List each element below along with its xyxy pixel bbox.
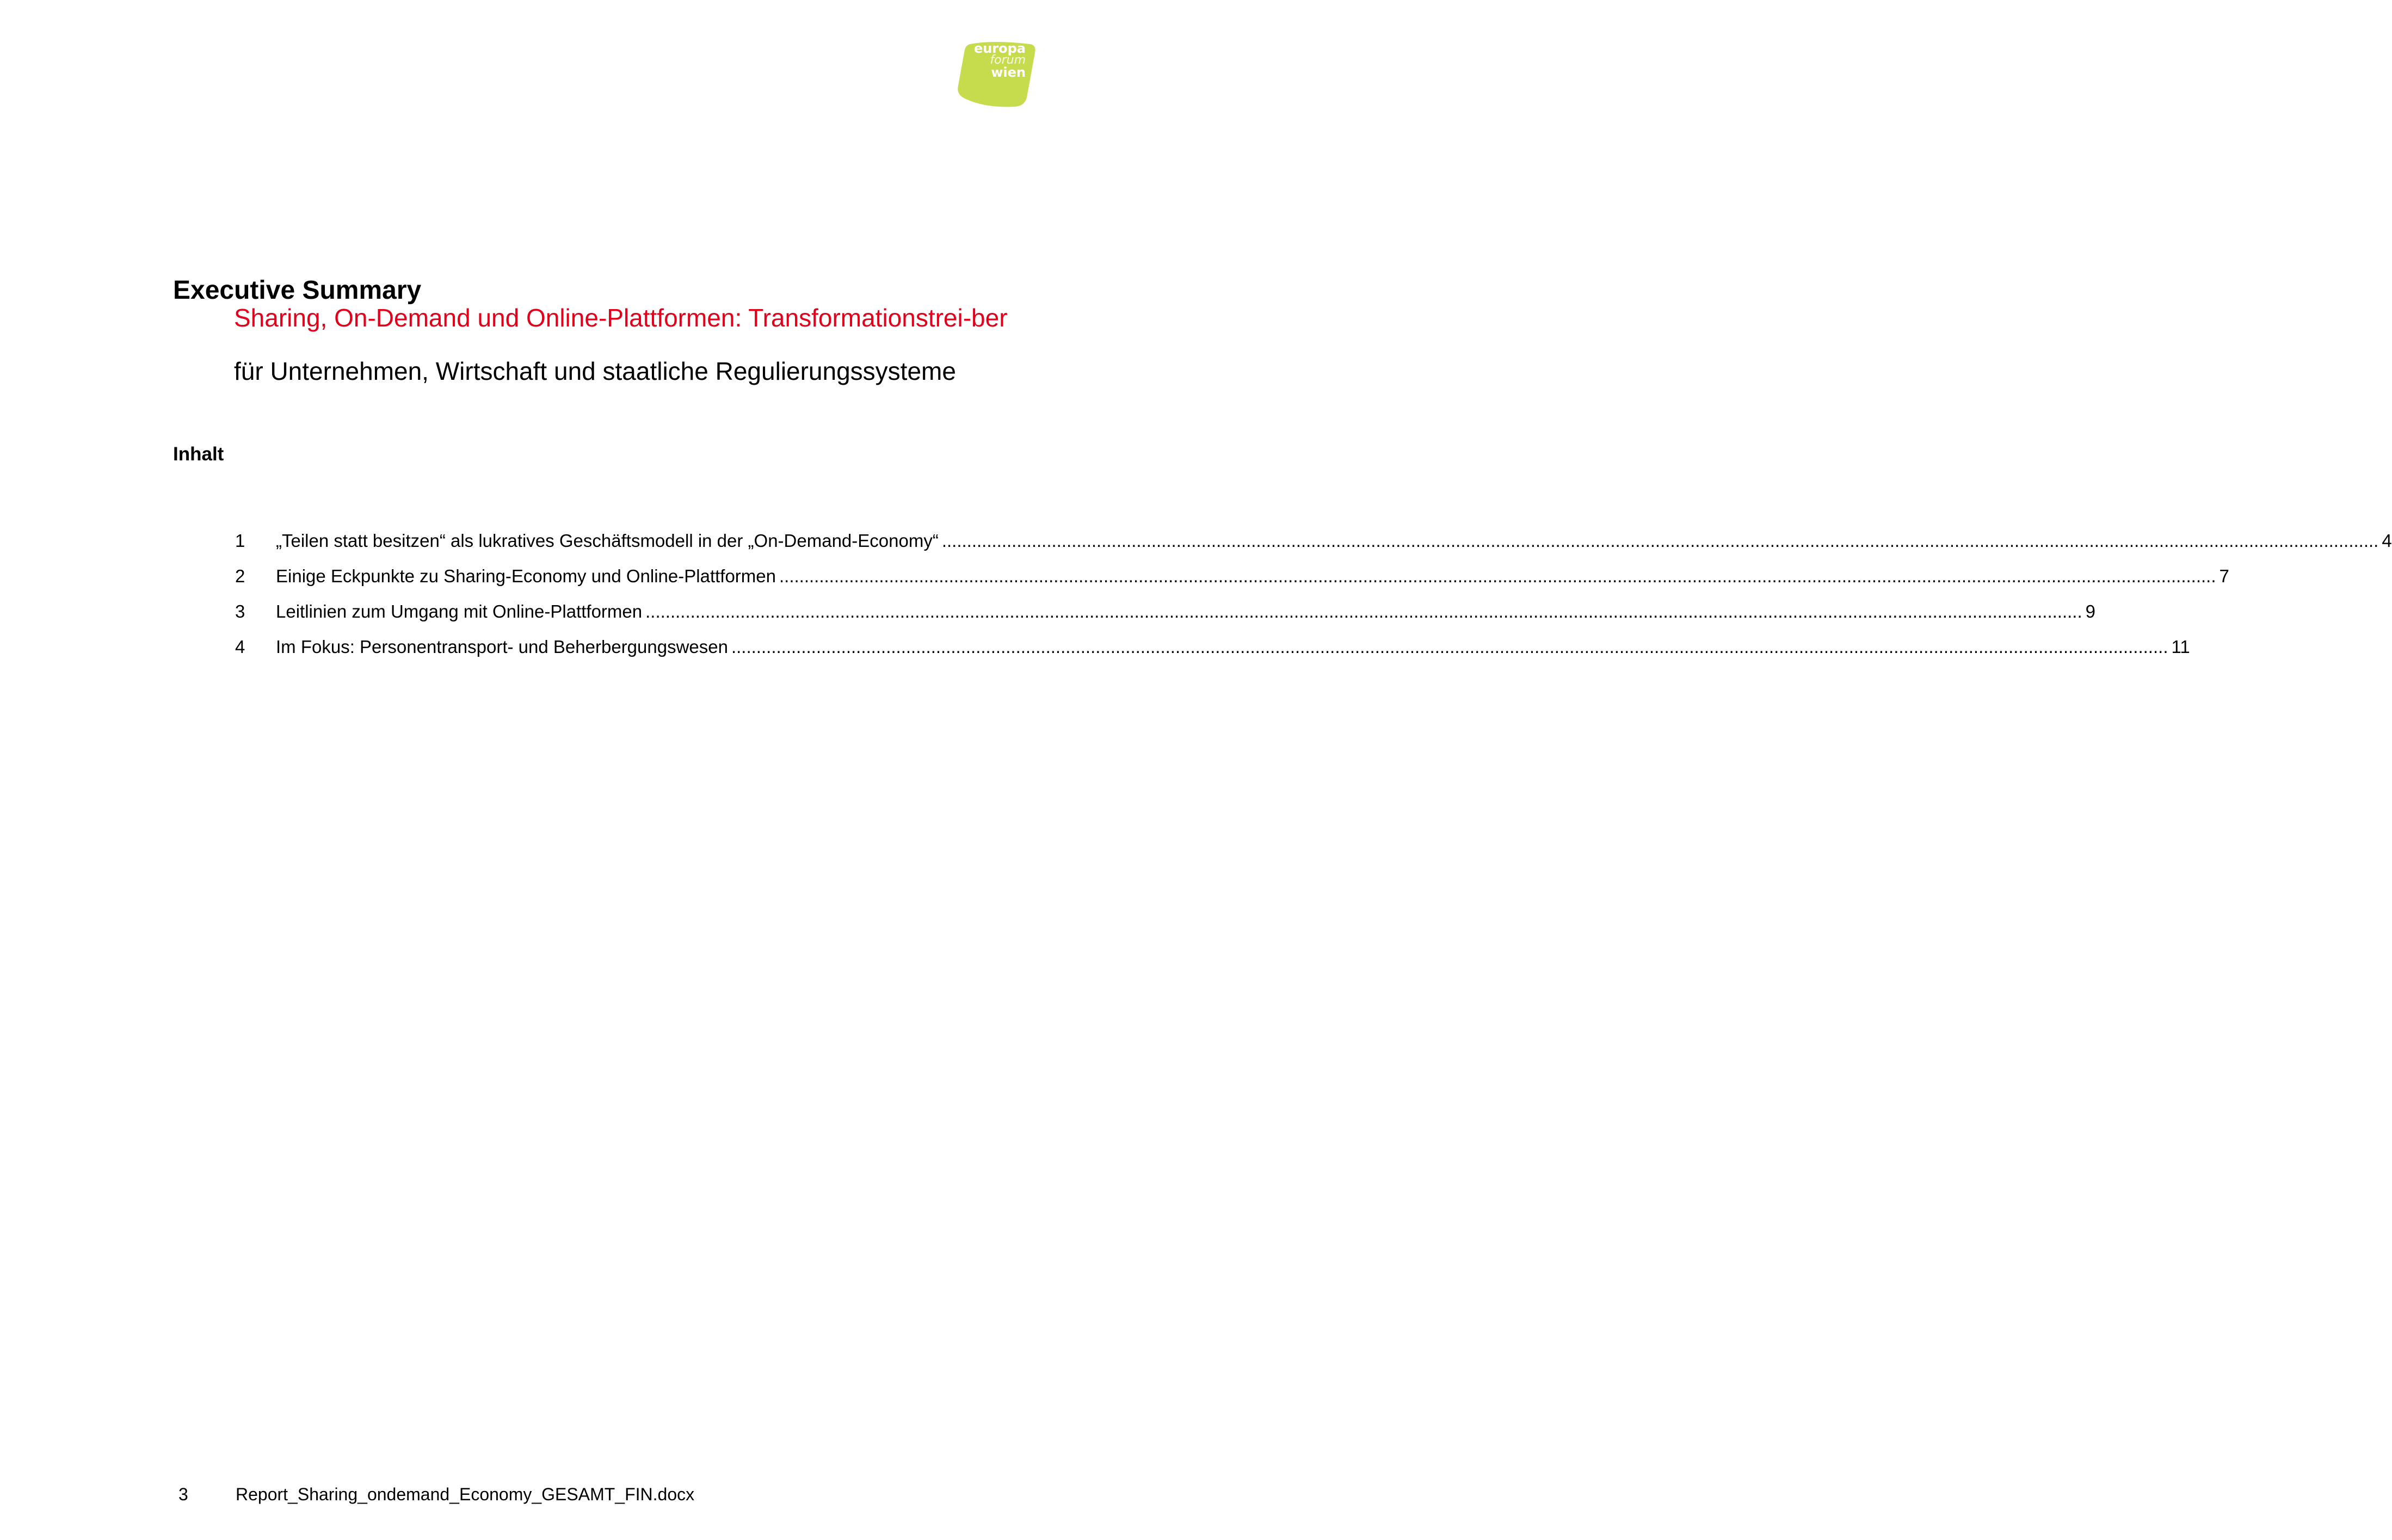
toc-entry[interactable]	[235, 566, 2229, 601]
europaforum-wien-logo	[955, 41, 1037, 109]
table-of-contents	[235, 531, 2392, 672]
logo-wordmark	[974, 42, 1026, 79]
toc-entry[interactable]	[235, 601, 2095, 637]
toc-entry-page: 9	[2085, 601, 2095, 621]
toc-entry-title: Einige Eckpunkte zu Sharing-Economy und Online-Plattformen	[276, 566, 776, 586]
toc-entry-number: 1	[235, 531, 245, 551]
toc-entry-title: Im Fokus: Personentransport- und Beherbergungswesen	[276, 637, 728, 657]
toc-entry-number: 3	[235, 601, 245, 621]
logo-line-europa: europa	[973, 41, 1026, 56]
toc-leader-dots: ................................................................................................................................................................................................................................................................................................	[645, 601, 2082, 621]
toc-entry[interactable]	[235, 531, 2392, 566]
subtitle-highlight: Sharing, On-Demand und Online-Plattformen: Transformationstrei-ber	[234, 304, 1008, 332]
toc-heading: Inhalt	[173, 443, 224, 465]
toc-entry-title: „Teilen statt besitzen“ als lukratives Geschäftsmodell in der „On-Demand-Economy“	[276, 531, 939, 551]
toc-entry-number: 2	[235, 566, 245, 586]
toc-entry-number: 4	[235, 637, 245, 657]
subtitle: für Unternehmen, Wirtschaft und staatliche Regulierungssysteme	[234, 357, 956, 385]
page-footer	[178, 1484, 694, 1505]
document-title: Executive Summary	[173, 276, 422, 305]
logo-line-forum: forum	[990, 53, 1026, 67]
footer-filename: Report_Sharing_ondemand_Economy_GESAMT_FIN.docx	[236, 1484, 695, 1504]
toc-entry-page: 4	[2382, 531, 2392, 551]
footer-page-number: 3	[178, 1484, 188, 1504]
toc-entry-page: 7	[2219, 566, 2229, 586]
toc-entry[interactable]	[235, 637, 2190, 672]
toc-entry-title: Leitlinien zum Umgang mit Online-Plattformen	[276, 601, 643, 621]
logo-line-wien: wien	[991, 65, 1026, 80]
toc-leader-dots: ................................................................................................................................................................................................................................................................................................	[731, 637, 2168, 657]
toc-entry-page: 11	[2171, 637, 2190, 657]
toc-leader-dots: ................................................................................................................................................................................................................................................................................................	[779, 566, 2216, 586]
toc-leader-dots: ................................................................................................................................................................................................................................................................................................	[941, 531, 2379, 551]
